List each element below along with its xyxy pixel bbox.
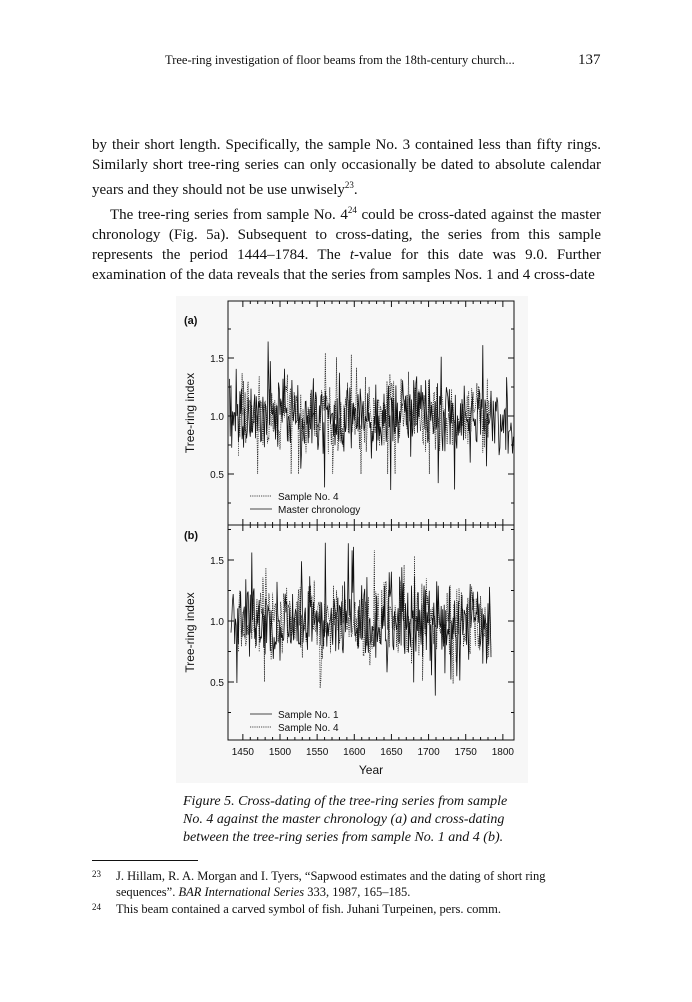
legend-entry: Sample No. 4 [278,723,339,734]
footnote-23-text-a: J. Hillam, R. A. Morgan and I. Tyers, “Sapwood estimates and the dating of short ring sequences”. [116,869,546,899]
legend-entry: Sample No. 4 [278,492,339,503]
x-tick-label: 1450 [231,747,254,758]
x-tick-label: 1700 [417,747,440,758]
y-tick-label: 0.5 [210,470,224,481]
body-text [92,135,601,285]
footnote-ref-24[interactable]: 24 [347,205,357,215]
panel-label: (b) [184,530,199,542]
paragraph-2-end: -value for this date was 9.0. Further examination of the data reveals that the series from samples Nos. 1 and 4 cross-date [92,247,601,283]
x-tick-label: 1550 [306,747,329,758]
footnote-ref-23[interactable]: 23 [344,180,354,190]
figure-5 [176,296,528,783]
paragraph-2-start: The tree-ring series from sample No. 4 [110,207,348,223]
y-tick-label: 1.5 [210,556,224,567]
footnote-24-text: This beam contained a carved symbol of fish. Juhani Turpeinen, pers. comm. [116,902,501,916]
legend-entry: Master chronology [278,505,361,516]
footnote-23-journal: BAR International Series [178,885,305,899]
y-tick-label: 1.5 [210,354,224,365]
paragraph-2-mid: could be cross-dated against the master chronology (Fig. 5a). Subsequent to cross-dating, the series from this sample represents the period 1444–1784. The [92,207,601,263]
running-head: Tree-ring investigation of floor beams from the 18th-century church... [165,53,515,67]
y-tick-label: 1.0 [210,412,224,423]
footnote-24-number: 24 [92,902,101,912]
panel-label: (a) [184,315,198,327]
x-tick-label: 1650 [380,747,403,758]
panel-b [183,525,514,740]
footnote-23-number: 23 [92,869,101,879]
x-tick-label: 1800 [491,747,514,758]
y-tick-label: 0.5 [210,678,224,689]
t-value-italic: t [349,247,355,263]
page-number: 137 [578,52,601,68]
x-tick-label: 1600 [343,747,366,758]
paragraph-1 [92,135,601,200]
paragraph-1-text: by their short length. Specifically, the sample No. 3 contained less than fifty rings. Similarly short tree-ring series can only occasionally be dated to absolute calendar years and they should not be use unwisely [92,137,601,198]
footnote-23-text [116,868,604,900]
x-tick-label: 1500 [268,747,292,758]
paragraph-2 [92,200,601,285]
y-tick-label: 1.0 [210,617,224,628]
y-axis-label: Tree-ring index [183,372,197,454]
figure-caption: Figure 5. Cross-dating of the tree-ring series from sample No. 4 against the master chronology (a) and cross-dating between the tree-ring series from sample No. 1 and 4 (b). [183,794,508,845]
panel-a [183,301,514,525]
footnote-rule [92,860,198,861]
figure-5-chart [176,296,528,783]
series-line-master-chronology [230,342,514,491]
x-axis [232,747,515,777]
paragraph-1-end: . [353,182,358,198]
footnote-23-text-b: 333, 1987, 165–185. [304,885,411,899]
x-axis-label: Year [358,763,384,777]
x-tick-label: 1750 [454,747,477,758]
y-axis-label: Tree-ring index [183,592,197,673]
legend-entry: Sample No. 1 [278,710,339,721]
